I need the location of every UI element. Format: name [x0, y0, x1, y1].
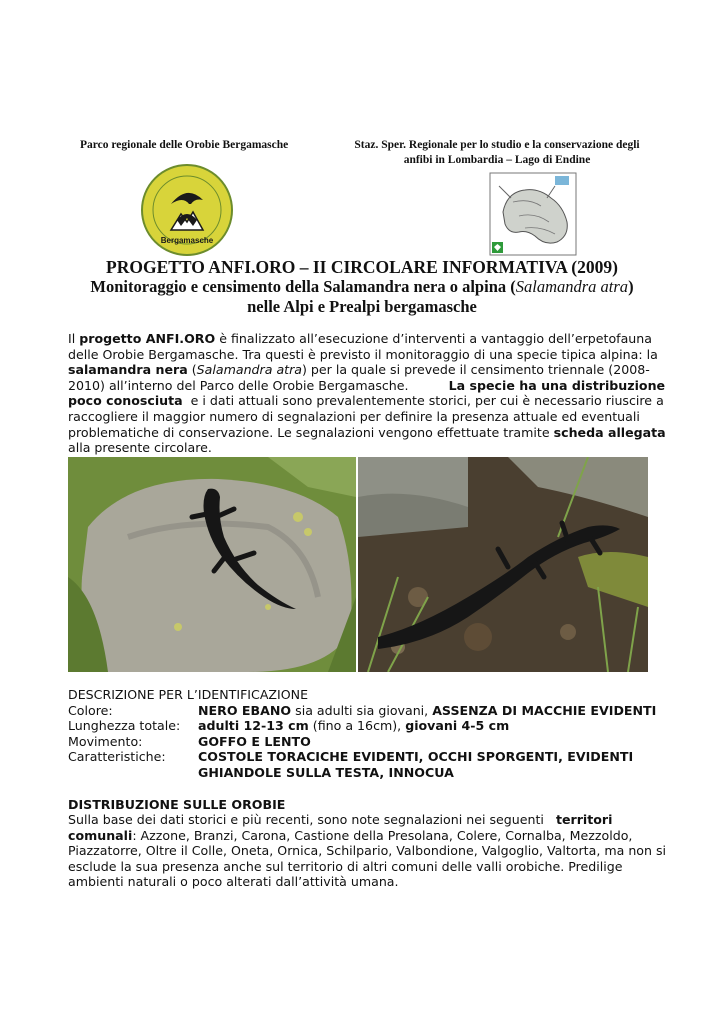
- distribution-territories-label: territori comunali: [68, 812, 613, 843]
- salamander-drawing-logo: [489, 172, 577, 256]
- subtitle-text: Monitoraggio e censimento della Salamandra nera o alpina (: [90, 277, 516, 296]
- header-right-institution: [342, 138, 652, 168]
- main-title: PROGETTO ANFI.ORO – II CIRCOLARE INFORMATIVA (2009): [106, 257, 618, 277]
- intro-text-5: e i dati attuali sono prevalentemente storici, per cui è necessario riuscire a raccogliere il maggior numero di segnalazioni per definire la presenza attuale ed eventuali problematiche di conservazione. Le segnalazioni vengono effettuate tramite: [68, 393, 668, 440]
- row-lunghezza: [68, 718, 688, 734]
- header-left-institution: Parco regionale delle Orobie Bergamasche: [80, 139, 289, 151]
- intro-distribution-note: La specie ha una distribuzione poco conosciuta: [68, 377, 666, 409]
- distribution-heading: DISTRIBUZIONE SULLE OROBIE: [68, 797, 286, 812]
- movimento-value: GOFFO E LENTO: [198, 733, 311, 749]
- lunghezza-text: (fino a 16cm),: [308, 718, 406, 734]
- colore-text: sia adulti sia giovani,: [291, 702, 433, 718]
- identification-heading: DESCRIZIONE PER L’IDENTIFICAZIONE: [68, 687, 309, 702]
- row-caratteristiche: [68, 749, 688, 780]
- lunghezza-giovani: giovani 4-5 cm: [405, 718, 510, 734]
- intro-text-4: ) per la quale si prevede il censimento triennale (2008-2010) all’interno del Parco delle Orobie Bergamasche.: [68, 362, 650, 393]
- intro-species-common: salamandra nera: [68, 362, 188, 378]
- header-right-line2: anfibi in Lombardia – Lago di Endine: [403, 154, 591, 166]
- colore-label: Colore:: [68, 702, 113, 718]
- header-right-line1: Staz. Sper. Regionale per lo studio e la conservazione degli: [354, 139, 640, 151]
- caratteristiche-label: Caratteristiche:: [68, 749, 166, 765]
- photo-salamander-on-rock: [68, 457, 356, 672]
- intro-text-3: (: [187, 362, 197, 378]
- intro-text-2: è finalizzato all’esecuzione d’interventi a vantaggio dell’erpetofauna delle Orobie Bergamasche. Tra questi è previsto il monitoraggio di una specie tipica alpina: la: [68, 331, 658, 362]
- lunghezza-adulti: adulti 12-13 cm: [198, 718, 309, 734]
- distribution-paragraph: [68, 812, 668, 890]
- lunghezza-value: [198, 718, 688, 734]
- row-colore: [68, 703, 688, 719]
- intro-paragraph: [68, 331, 668, 456]
- intro-text-1: Il: [68, 331, 80, 346]
- subtitle-line2: nelle Alpi e Prealpi bergamasche: [247, 297, 477, 316]
- intro-text-6: alla presente circolare.: [68, 440, 212, 456]
- distribution-text-2: : Azzone, Branzi, Carona, Castione della Presolana, Colere, Cornalba, Mezzoldo, Piazzatorre, Oltre il Colle, Oneta, Ornica, Schilpario, Valbondione, Valgoglio, Valtorta, ma non si esclude la sua presenza anche sul territorio di altri comuni delle valli orobiche. Predilige ambienti naturali o poco alterati dall’attività umana.: [68, 827, 667, 890]
- subtitle-close-paren: ): [628, 277, 634, 296]
- colore-note: ASSENZA DI MACCHIE EVIDENTI: [432, 702, 657, 718]
- intro-project-name: progetto ANFI.ORO: [79, 331, 216, 346]
- colore-value: [198, 703, 688, 719]
- lunghezza-label: Lunghezza totale:: [68, 718, 181, 734]
- subtitle-line1: [40, 276, 684, 297]
- photo-salamander-on-soil: [358, 457, 648, 672]
- colore-main: NERO EBANO: [198, 702, 292, 718]
- subtitle-species: Salamandra atra: [515, 277, 629, 296]
- intro-species-latin: Salamandra atra: [196, 362, 302, 378]
- logo-left-text-bottom: Bergamasche: [160, 236, 214, 245]
- row-movimento: [68, 734, 688, 750]
- movimento-label: Movimento:: [68, 733, 143, 749]
- intro-attached-form: scheda allegata: [553, 424, 666, 440]
- caratteristiche-value: COSTOLE TORACICHE EVIDENTI, OCCHI SPORGENTI, EVIDENTI GHIANDOLE SULLA TESTA, INNOCUA: [198, 749, 634, 780]
- identification-section: [68, 687, 688, 781]
- distribution-text-1: Sulla base dei dati storici e più recenti, sono note segnalazioni nei seguenti: [68, 812, 556, 827]
- parco-orobie-logo: [141, 164, 233, 256]
